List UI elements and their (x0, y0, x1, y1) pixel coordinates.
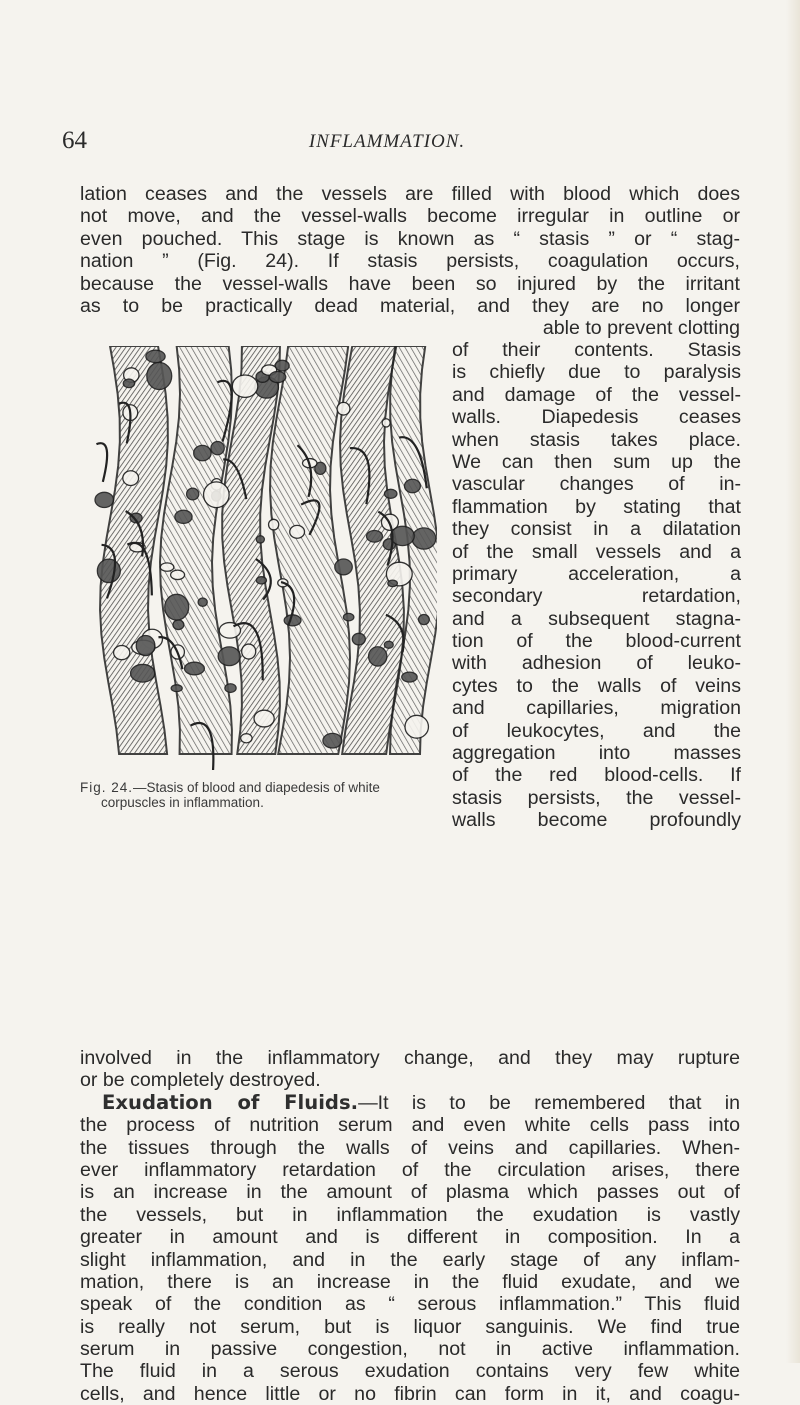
text-line: vascular changes of in- (452, 473, 741, 496)
page-number: 64 (62, 127, 87, 154)
text-line: walls. Diapedesis ceases (452, 406, 741, 429)
text-line: the process of nutrition serum and even white cells pass into (80, 1114, 740, 1137)
text-line: even pouched. This stage is known as “ stasis ” or “ stag- (80, 227, 740, 250)
figure-caption (80, 780, 437, 810)
text-line: with adhesion of leuko- (452, 652, 741, 675)
text-line: tion of the blood-current (452, 630, 741, 653)
text-line: able to prevent clotting (542, 317, 740, 340)
caption-line-2: corpuscles in inflammation. (101, 795, 264, 810)
text-line: We can then sum up the (452, 450, 741, 473)
text-line: when stasis takes place. (452, 428, 741, 451)
text-line: flammation by stating that (452, 495, 741, 518)
section-first-line (80, 1092, 740, 1114)
text-line: nation ” (Fig. 24). If stasis persists, coagulation occurs, (80, 250, 740, 273)
text-line: or be completely destroyed. (80, 1069, 321, 1092)
text-line: aggregation into masses (452, 742, 741, 765)
text-line: is really not serum, but is liquor sanguinis. We find true (80, 1315, 740, 1338)
text-line: and damage of the vessel- (452, 383, 741, 406)
text-line: as to be practically dead material, and they are no longer (80, 294, 740, 317)
section-heading: Exudation of Fluids. (102, 1090, 359, 1114)
text-line: they consist in a dilatation (452, 518, 741, 541)
text-line: the tissues through the walls of veins and capillaries. When- (80, 1136, 740, 1159)
page-edge-shadow (786, 0, 800, 1363)
running-head: INFLAMMATION. (308, 131, 466, 152)
text-line: secondary retardation, (452, 585, 741, 608)
text-line: greater in amount and is different in composition. In a (80, 1226, 740, 1249)
top-paragraph (80, 183, 740, 340)
text-line: cytes to the walls of veins (452, 674, 741, 697)
text-line: primary acceleration, a (452, 562, 741, 585)
text-line: of the small vessels and a (452, 540, 741, 563)
stasis-vessels-engraving (92, 346, 437, 770)
bottom-paragraph-2 (80, 1114, 740, 1405)
text-line: of leukocytes, and the (452, 719, 741, 742)
text-line: involved in the inflammatory change, and they may rupture (80, 1047, 740, 1069)
side-paragraph (452, 339, 741, 832)
text-line: stasis persists, the vessel- (452, 786, 741, 809)
text-line: of the red blood-cells. If (452, 764, 741, 787)
text-line: cells, and hence little or no fibrin can form in it, and coagu- (80, 1382, 740, 1405)
text-line: not move, and the vessel-walls become irregular in outline or (80, 205, 740, 228)
text-line: The fluid in a serous exudation contains very few white (80, 1360, 740, 1383)
text-line: walls become profoundly (452, 809, 741, 832)
text-line: lation ceases and the vessels are filled with blood which does (80, 183, 740, 205)
text-line: ever inflammatory retardation of the circulation arises, there (80, 1158, 740, 1181)
text-line: of their contents. Stasis (452, 339, 741, 361)
text-line: is an increase in the amount of plasma which passes out of (80, 1181, 740, 1204)
text-line: slight inflammation, and in the early stage of any inflam- (80, 1248, 740, 1271)
text-line: speak of the condition as “ serous inflammation.” This fluid (80, 1293, 740, 1316)
bottom-text (80, 1047, 740, 1405)
text-line: and capillaries, migration (452, 697, 741, 720)
figure-label: Fig. 24. (80, 780, 134, 795)
caption-line-1: —Stasis of blood and diapedesis of white (133, 780, 380, 795)
text-line: serum in passive congestion, not in active inflammation. (80, 1338, 740, 1361)
page-header (62, 127, 742, 161)
text-line: because the vessel-walls have been so injured by the irritant (80, 272, 740, 295)
bottom-paragraph-1 (80, 1047, 740, 1092)
text-line: the vessels, but in inflammation the exudation is vastly (80, 1203, 740, 1226)
section-first-line-rest: —It is to be remembered that in (358, 1091, 740, 1114)
text-line: mation, there is an increase in the fluid exudate, and we (80, 1270, 740, 1293)
figure-illustration (92, 346, 437, 770)
text-line: is chiefly due to paralysis (452, 361, 741, 384)
text-line: and a subsequent stagna- (452, 607, 741, 630)
